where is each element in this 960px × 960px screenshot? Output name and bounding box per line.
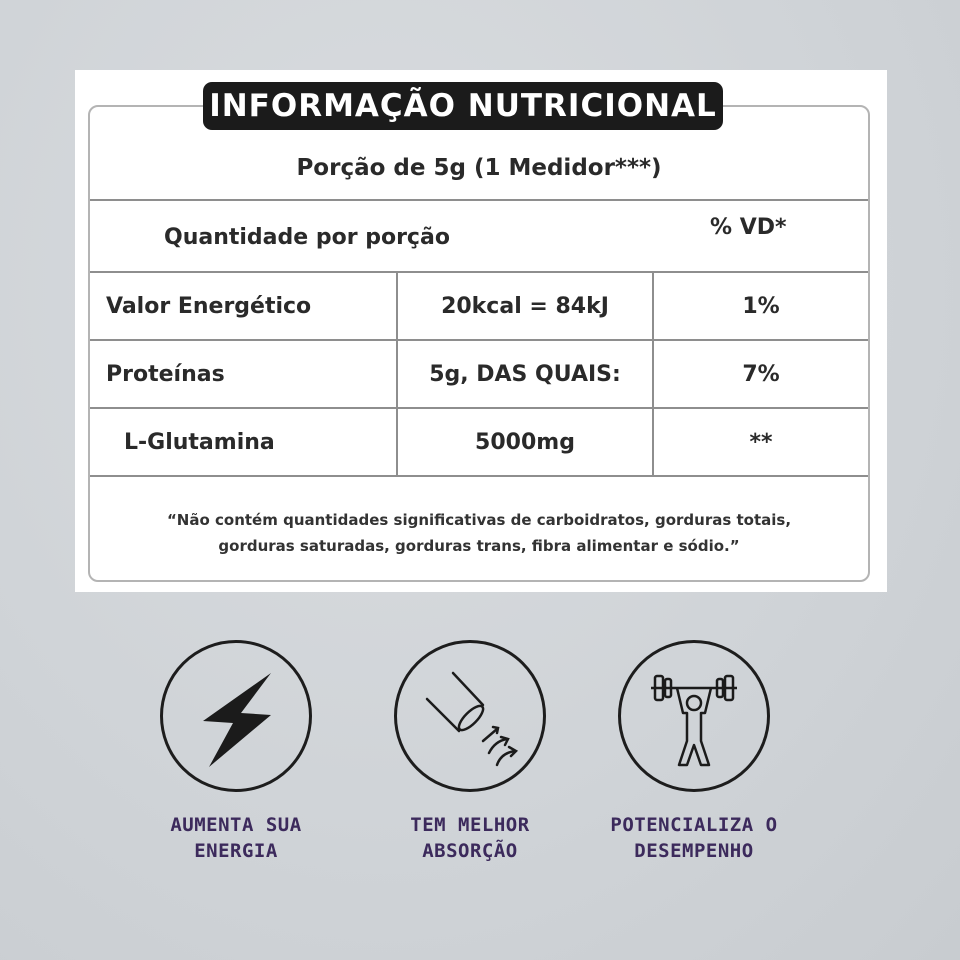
- nutrition-title: INFORMAÇÃO NUTRICIONAL: [203, 82, 723, 130]
- quantity-per-serving-label: Quantidade por porção: [164, 225, 450, 250]
- absorption-tube-icon: [397, 643, 543, 789]
- quantity-header-row: [90, 199, 868, 271]
- benefit-icon-circle: [618, 640, 770, 792]
- lightning-bolt-icon: [163, 643, 309, 789]
- benefit-icon-circle: [160, 640, 312, 792]
- nutrient-daily-value: 1%: [652, 273, 868, 339]
- benefit-caption-line-2: DESEMPENHO: [634, 840, 754, 862]
- benefit-caption-line-1: TEM MELHOR: [410, 814, 530, 836]
- serving-size-text: Porção de 5g (1 Medidor***): [296, 155, 662, 181]
- nutrient-amount: 5000mg: [396, 409, 652, 475]
- footnote: [90, 475, 868, 579]
- nutrient-name: Proteínas: [106, 361, 225, 387]
- benefit-caption-line-2: ABSORÇÃO: [422, 840, 518, 862]
- benefit-caption-line-1: AUMENTA SUA: [170, 814, 302, 836]
- benefit-icon-circle: [394, 640, 546, 792]
- benefit-caption-line-1: POTENCIALIZA O: [610, 814, 778, 836]
- nutrient-name: L-Glutamina: [124, 429, 275, 455]
- footnote-line-1: “Não contém quantidades significativas de carboidratos, gorduras totais,: [166, 511, 792, 529]
- nutrition-label-panel: [75, 70, 887, 592]
- benefit-absorption: [355, 640, 585, 864]
- nutrient-amount: 5g, DAS QUAIS:: [396, 341, 652, 407]
- weightlifter-icon: [621, 643, 767, 789]
- nutrient-name: Valor Energético: [106, 293, 312, 319]
- nutrient-daily-value: **: [652, 409, 868, 475]
- daily-value-label: % VD*: [710, 215, 787, 240]
- nutrient-daily-value: 7%: [652, 341, 868, 407]
- benefit-performance: [579, 640, 809, 864]
- table-row: [90, 407, 868, 475]
- nutrient-amount: 20kcal = 84kJ: [396, 273, 652, 339]
- footnote-line-2: gorduras saturadas, gorduras trans, fibra alimentar e sódio.”: [218, 537, 740, 555]
- table-row: [90, 339, 868, 407]
- benefit-energy: [121, 640, 351, 864]
- table-row: [90, 271, 868, 339]
- nutrition-table: [88, 105, 870, 582]
- benefit-caption-line-2: ENERGIA: [194, 840, 278, 862]
